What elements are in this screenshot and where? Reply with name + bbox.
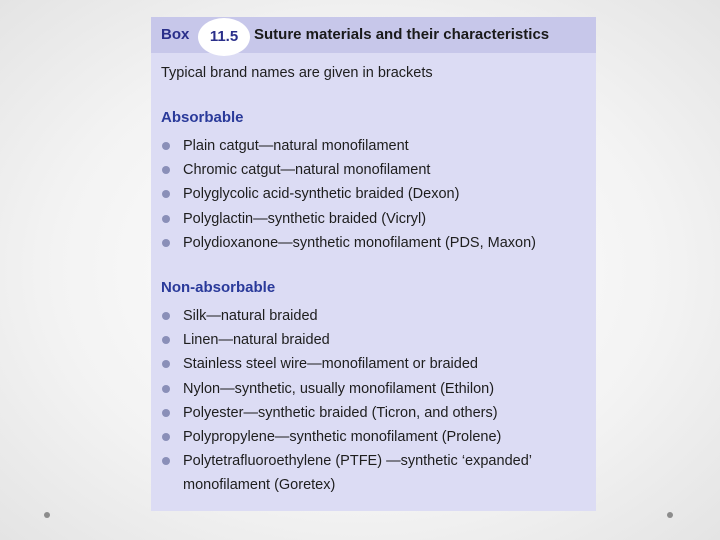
bullet-icon [162,457,170,465]
bullet-icon [162,409,170,417]
bullet-icon [162,166,170,174]
list-item: Polyester—synthetic braided (Ticron, and others) [161,401,532,425]
slide-dot-right [667,512,673,518]
list-item: Linen—natural braided [161,328,532,352]
non-absorbable-list [161,304,532,498]
list-item: Plain catgut—natural monofilament [161,134,536,158]
list-item: Polyglycolic acid-synthetic braided (Dexon) [161,182,536,206]
bullet-icon [162,215,170,223]
list-item: Silk—natural braided [161,304,532,328]
absorbable-list [161,134,536,255]
slide-dot-left [44,512,50,518]
bullet-icon [162,239,170,247]
box-title: Suture materials and their characteristics [254,26,550,43]
bullet-icon [162,433,170,441]
non-absorbable-heading: Non-absorbable [161,279,276,296]
bullet-icon [162,142,170,150]
box-label: Box [161,26,190,43]
list-item: Polytetrafluoroethylene (PTFE) —synthetic ‘expanded’ monofilament (Goretex) [161,449,532,497]
bullet-icon [162,336,170,344]
list-item: Nylon—synthetic, usually monofilament (Ethilon) [161,377,532,401]
box-number: 11.5 [198,18,250,56]
bullet-icon [162,312,170,320]
list-item: Polyglactin—synthetic braided (Vicryl) [161,207,536,231]
bullet-icon [162,360,170,368]
intro-text: Typical brand names are given in brackets [161,65,433,81]
list-item: Polydioxanone—synthetic monofilament (PDS, Maxon) [161,231,536,255]
list-item: Stainless steel wire—monofilament or braided [161,352,532,376]
absorbable-heading: Absorbable [161,109,244,126]
list-item: Chromic catgut—natural monofilament [161,158,536,182]
bullet-icon [162,190,170,198]
box-header [151,17,596,53]
list-item: Polypropylene—synthetic monofilament (Prolene) [161,425,532,449]
suture-box [151,17,596,511]
bullet-icon [162,385,170,393]
list-item-continuation: monofilament (Goretex) [183,477,336,494]
